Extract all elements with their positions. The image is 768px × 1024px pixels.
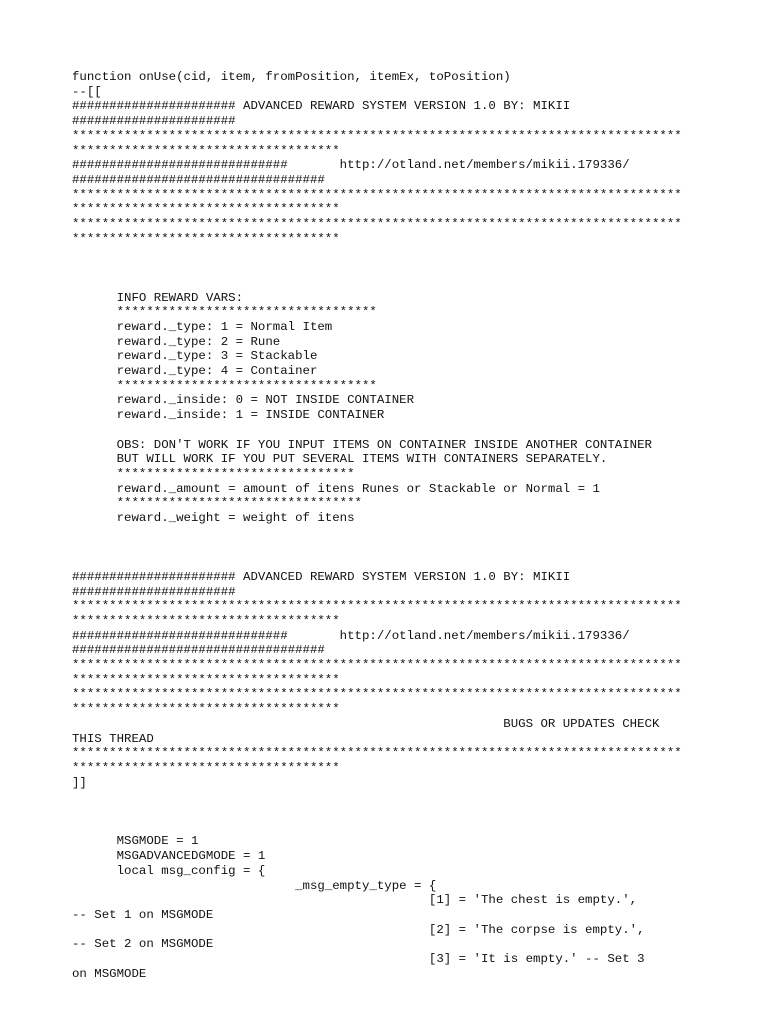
code-line: ###################### ADVANCED REWARD SYSTEM VERSION 1.0 BY: MIKII — [72, 569, 571, 584]
code-line: --[[ — [72, 84, 102, 99]
code-line: ###################### — [72, 584, 236, 599]
code-line: -- Set 1 on MSGMODE — [72, 907, 214, 922]
code-line: ********************************************************************************** — [72, 128, 682, 143]
code-line: [1] = 'The chest is empty.', — [72, 893, 638, 908]
code-line: function onUse(cid, item, fromPosition, itemEx, toPosition) — [72, 70, 511, 84]
code-line: reward._type: 4 = Container — [72, 364, 318, 379]
code-line: OBS: DON'T WORK IF YOU INPUT ITEMS ON CONTAINER INSIDE ANOTHER CONTAINER — [72, 437, 652, 452]
code-line: ********************************************************************************** — [72, 658, 682, 673]
code-line: ************************************ — [72, 613, 340, 628]
code-line: ********************************* — [72, 496, 362, 511]
code-line: ###################### ADVANCED REWARD SYSTEM VERSION 1.0 BY: MIKII — [72, 99, 571, 114]
code-line — [72, 261, 712, 276]
code-line: ************************************ — [72, 202, 340, 217]
code-line: reward._type: 1 = Normal Item — [72, 319, 333, 334]
code-line: reward._inside: 1 = INSIDE CONTAINER — [72, 408, 385, 423]
code-line — [72, 526, 712, 541]
code-line: _msg_empty_type = { — [72, 878, 437, 893]
code-line: ************************************ — [72, 143, 340, 158]
code-line — [72, 540, 712, 555]
code-line: reward._weight = weight of itens — [72, 511, 355, 526]
code-line — [72, 423, 712, 438]
code-line: ********************************************************************************** — [72, 187, 682, 202]
code-line: ************************************ — [72, 672, 340, 687]
code-line: ################################## — [72, 172, 325, 187]
code-line: -- Set 2 on MSGMODE — [72, 937, 214, 952]
code-line: [3] = 'It is empty.' -- Set 3 — [72, 952, 645, 967]
code-line: ******************************** — [72, 466, 355, 481]
code-line: reward._type: 3 = Stackable — [72, 349, 318, 364]
code-line: MSGADVANCEDGMODE = 1 — [72, 849, 266, 864]
code-line: BUT WILL WORK IF YOU PUT SEVERAL ITEMS WITH CONTAINERS SEPARATELY. — [72, 452, 608, 467]
code-line — [72, 276, 712, 291]
code-line: ################################## — [72, 643, 325, 658]
code-line: ###################### — [72, 114, 236, 129]
document-page — [72, 70, 712, 981]
code-line: ]] — [72, 775, 87, 790]
code-line: INFO REWARD VARS: — [72, 290, 244, 305]
code-text-block — [72, 70, 712, 981]
code-line: ############################# http://otland.net/members/mikii.179336/ — [72, 158, 630, 173]
code-line — [72, 790, 712, 805]
code-line: ********************************************************************************** — [72, 599, 682, 614]
code-line: ********************************************************************************** — [72, 746, 682, 761]
code-line: [2] = 'The corpse is empty.', — [72, 922, 645, 937]
code-line — [72, 555, 712, 570]
code-line — [72, 805, 712, 820]
code-line: reward._inside: 0 = NOT INSIDE CONTAINER — [72, 393, 415, 408]
code-line: ********************************************************************************** — [72, 687, 682, 702]
code-line: ************************************ — [72, 702, 340, 717]
code-line: THIS THREAD — [72, 731, 154, 746]
code-line — [72, 820, 712, 835]
code-line: reward._type: 2 = Rune — [72, 334, 281, 349]
code-line: ************************************ — [72, 231, 340, 246]
code-line: MSGMODE = 1 — [72, 834, 199, 849]
code-line: BUGS OR UPDATES CHECK — [72, 716, 660, 731]
code-line: *********************************** — [72, 378, 377, 393]
code-line — [72, 246, 712, 261]
code-line: ********************************************************************************** — [72, 217, 682, 232]
code-line: *********************************** — [72, 305, 377, 320]
code-line: reward._amount = amount of itens Runes or Stackable or Normal = 1 — [72, 481, 600, 496]
code-line: ############################# http://otland.net/members/mikii.179336/ — [72, 628, 630, 643]
code-line: ************************************ — [72, 760, 340, 775]
code-line: on MSGMODE — [72, 966, 147, 981]
code-line: local msg_config = { — [72, 863, 266, 878]
